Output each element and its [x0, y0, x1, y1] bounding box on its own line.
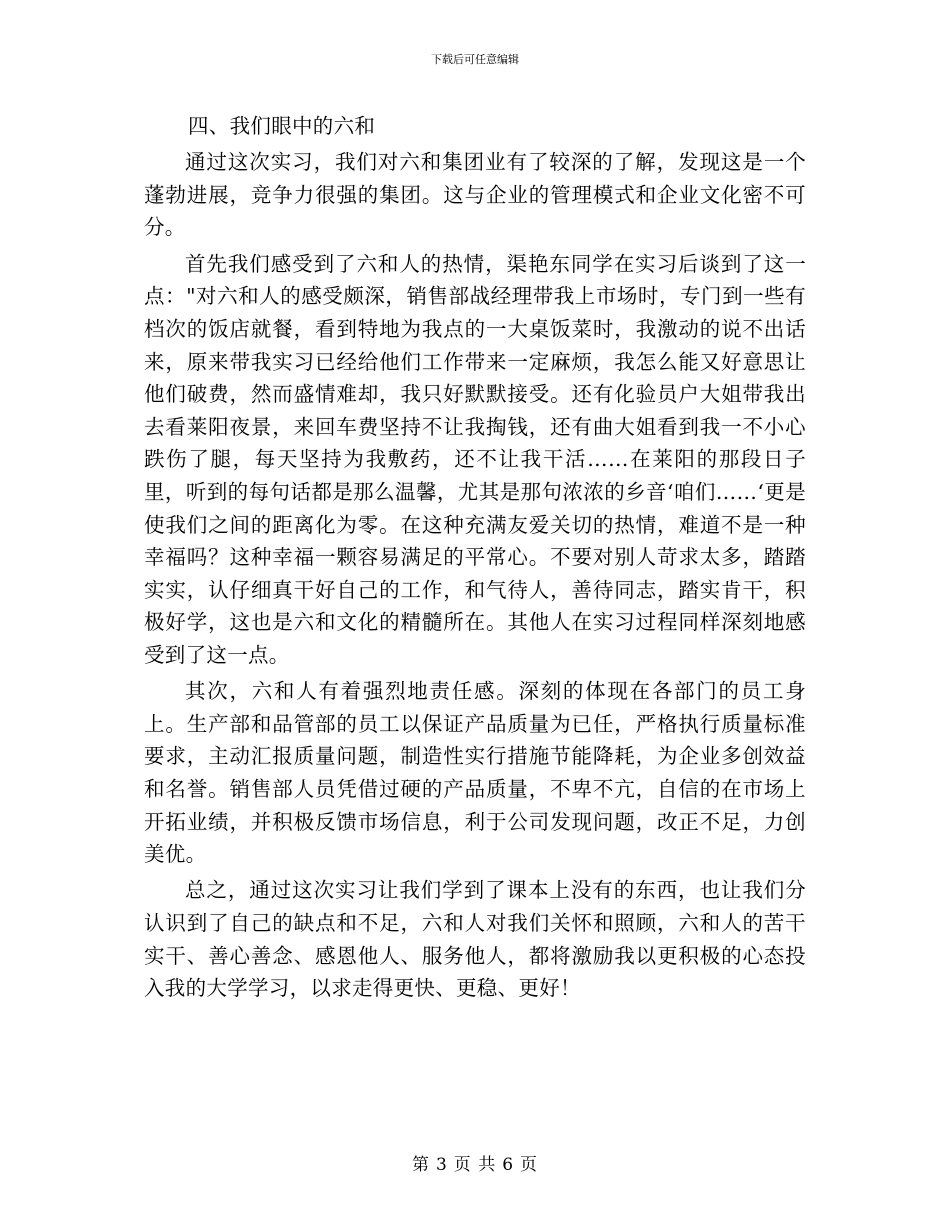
paragraph-4: 总之，通过这次实习让我们学到了课本上没有的东西，也让我们分认识到了自己的缺点和不足，六和人对我们关怀和照顾，六和人的苦干实干、善心善念、感恩他人、服务他人，都将激励我以更积极的心态投入我的大学学习，以求走得更快、更稳、更好！ [144, 878, 806, 1001]
document-body [144, 110, 806, 1005]
footer-middle: 页 共 [453, 1155, 497, 1175]
paragraph-3: 其次，六和人有着强烈地责任感。深刻的体现在各部门的员工身上。生产部和品管部的员工以保证产品质量为已任，严格执行质量标准要求，主动汇报质量问题，制造性实行措施节能降耗，为企业多创效益和名誉。销售部人员凭借过硬的产品质量，不卑不亢，自信的在市场上开拓业绩，并积极反馈市场信息，利于公司发现问题，改正不足，力创美优。 [144, 679, 806, 867]
footer-total-pages: 6 [502, 1155, 515, 1175]
section-heading: 四、我们眼中的六和 [188, 114, 376, 138]
paragraph-2: 首先我们感受到了六和人的热情，渠艳东同学在实习后谈到了这一点："对六和人的感受颇深，销售部战经理带我上市场时，专门到一些有档次的饭店就餐，看到特地为我点的一大桌饭菜时，我激动的说不出话来，原来带我实习已经给他们工作带来一定麻烦，我怎么能又好意思让他们破费，然而盛情难却，我只好默默接受。还有化验员户大姐带我出去看莱阳夜景，来回车费坚持不让我掏钱，还有曲大姐看到我一不小心跌伤了腿，每天坚持为我敷药，还不让我干活……在莱阳的那段日子里，听到的每句话都是那么温馨，尤其是那句浓浓的乡音‘咱们……‘更是使我们之间的距离化为零。在这种充满友爱关切的热情，难道不是一种幸福吗？这种幸福一颗容易满足的平常心。不要对别人苛求太多，踏踏实实，认仔细真干好自己的工作，和气待人，善待同志，踏实肯干，积极好学，这也是六和文化的精髓所在。其他人在实习过程同样深刻地感受到了这一点。 [144, 251, 806, 667]
paragraph-1: 通过这次实习，我们对六和集团业有了较深的了解，发现这是一个蓬勃进展，竞争力很强的集团。这与企业的管理模式和企业文化密不可分。 [144, 150, 806, 240]
footer-current-page: 3 [435, 1155, 448, 1175]
page-header: 下载后可任意编辑 [431, 53, 519, 66]
page-footer [0, 1154, 950, 1176]
footer-suffix: 页 [520, 1155, 539, 1175]
footer-prefix: 第 [411, 1155, 430, 1175]
